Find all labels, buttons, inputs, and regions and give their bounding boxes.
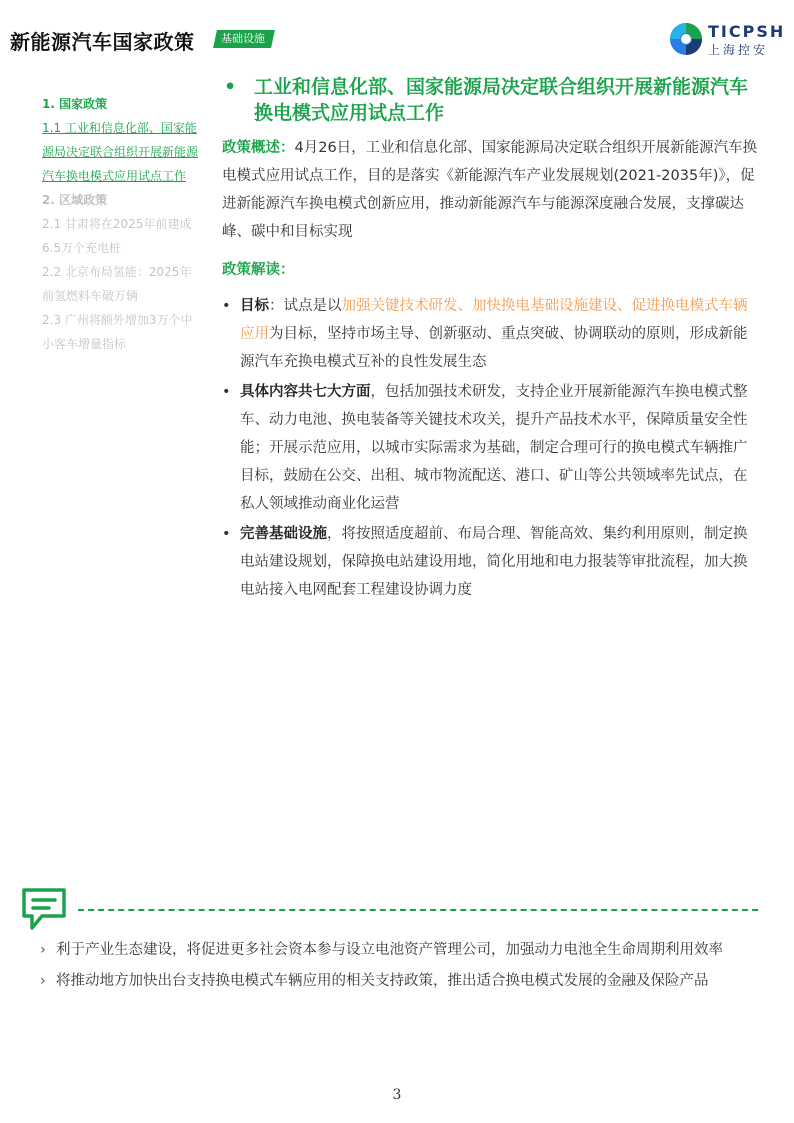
- bullet-dot: •: [222, 384, 231, 400]
- bullet-dot: •: [222, 298, 231, 314]
- category-tag: [213, 30, 275, 48]
- page-title: 新能源汽车国家政策: [10, 30, 195, 54]
- list-item-text: ，将按照适度超前、布局合理、智能高效、集约利用原则，制定换电站建设规划，保障换电站建设用地，简化用地和电力报装等审批流程，加大换电站接入电网配套工程建设协调力度: [240, 526, 748, 598]
- toc-item-battery-swap-pilot-label[interactable]: 1.1 工业和信息化部、国家能源局决定联合组织开展新能源汽车换电模式应用试点工作: [42, 121, 199, 183]
- interpretation-heading: 政策解读：: [222, 262, 295, 278]
- logo-text-en: TICPSH: [708, 22, 786, 41]
- list-item-lead: 目标: [240, 298, 269, 314]
- section-title: [222, 74, 758, 126]
- list-item-content: [222, 378, 758, 518]
- toc-item-gansu-charging[interactable]: 2.1 甘肃将在2025年前建成6.5万个充电桩: [42, 217, 192, 255]
- list-item-lead: 完善基础设施: [240, 526, 327, 542]
- interpretation-list: [222, 292, 758, 604]
- category-tag-label: 基础设施: [221, 32, 265, 45]
- note-text: 将推动地方加快出台支持换电模式车辆应用的相关支持政策，推出适合换电模式发展的金融及保险产品: [56, 973, 709, 989]
- overview-label: 政策概述：: [222, 140, 295, 156]
- note-text: 利于产业生态建设，将促进更多社会资本参与设立电池资产管理公司，加强动力电池全生命周期利用效率: [56, 942, 723, 958]
- toc-item-national-policy[interactable]: 1. 国家政策: [42, 97, 108, 111]
- policy-overview: [222, 134, 758, 246]
- toc-item-guangzhou-quota[interactable]: 2.3 广州将额外增加3万个中小客车增量指标: [42, 313, 193, 351]
- toc-item-beijing-hydrogen[interactable]: 2.2 北京布局氢能：2025年前氢燃料车破万辆: [42, 265, 192, 303]
- page-number: 3: [392, 1087, 402, 1103]
- note-item: [40, 936, 758, 965]
- note-item: [40, 967, 758, 996]
- highlight-text: 加强关键技术研发、加快换电基础设施建设、促进换电模式车辆应用: [240, 298, 748, 342]
- dashed-divider: [78, 909, 758, 911]
- overview-text: 4月26日，工业和信息化部、国家能源局决定联合组织开展新能源汽车换电模式应用试点工作，目的是落实《新能源汽车产业发展规划(2021-2035年)》，促进新能源汽车换电模式创新应用，推动新能源汽车与能源深度融合发展，支撑碳达峰、碳中和目标实现: [222, 140, 758, 240]
- list-item-text: ：试点是以: [269, 298, 342, 314]
- main-content: [222, 74, 758, 606]
- logo-swirl-icon: [668, 21, 704, 57]
- list-item-lead: 具体内容共七大方面: [240, 384, 371, 400]
- list-item-goal: [222, 292, 758, 376]
- title-bullet: •: [224, 76, 237, 98]
- logo-text-cn: 上海控安: [708, 43, 769, 57]
- chevron-right-icon: ›: [40, 942, 46, 958]
- bullet-dot: •: [222, 526, 231, 542]
- section-title-text: 工业和信息化部、国家能源局决定联合组织开展新能源汽车换电模式应用试点工作: [254, 76, 749, 124]
- company-logo: [668, 21, 788, 57]
- chevron-right-icon: ›: [40, 973, 46, 989]
- notes-divider: [20, 884, 760, 934]
- toc-item-battery-swap-pilot[interactable]: [42, 116, 200, 188]
- list-item-text-tail: 为目标，坚持市场主导、创新驱动、重点突破、协调联动的原则，形成新能源汽车充换电模式互补的良性发展生态: [240, 326, 748, 370]
- table-of-contents: [42, 92, 200, 356]
- list-item-text: ，包括加强技术研发，支持企业开展新能源汽车换电模式整车、动力电池、换电装备等关键技术攻关，提升产品技术水平，保障质量安全性能；开展示范应用，以城市实际需求为基础，制定合理可行的换电模式车辆推广目标，鼓励在公交、出租、城市物流配送、港口、矿山等公共领域率先试点，在私人领域推动商业化运营: [240, 384, 748, 512]
- chat-bubble-icon: [20, 886, 70, 934]
- toc-item-regional-policy[interactable]: 2. 区域政策: [42, 193, 108, 207]
- notes-list: [40, 936, 758, 998]
- list-item-infrastructure: [222, 520, 758, 604]
